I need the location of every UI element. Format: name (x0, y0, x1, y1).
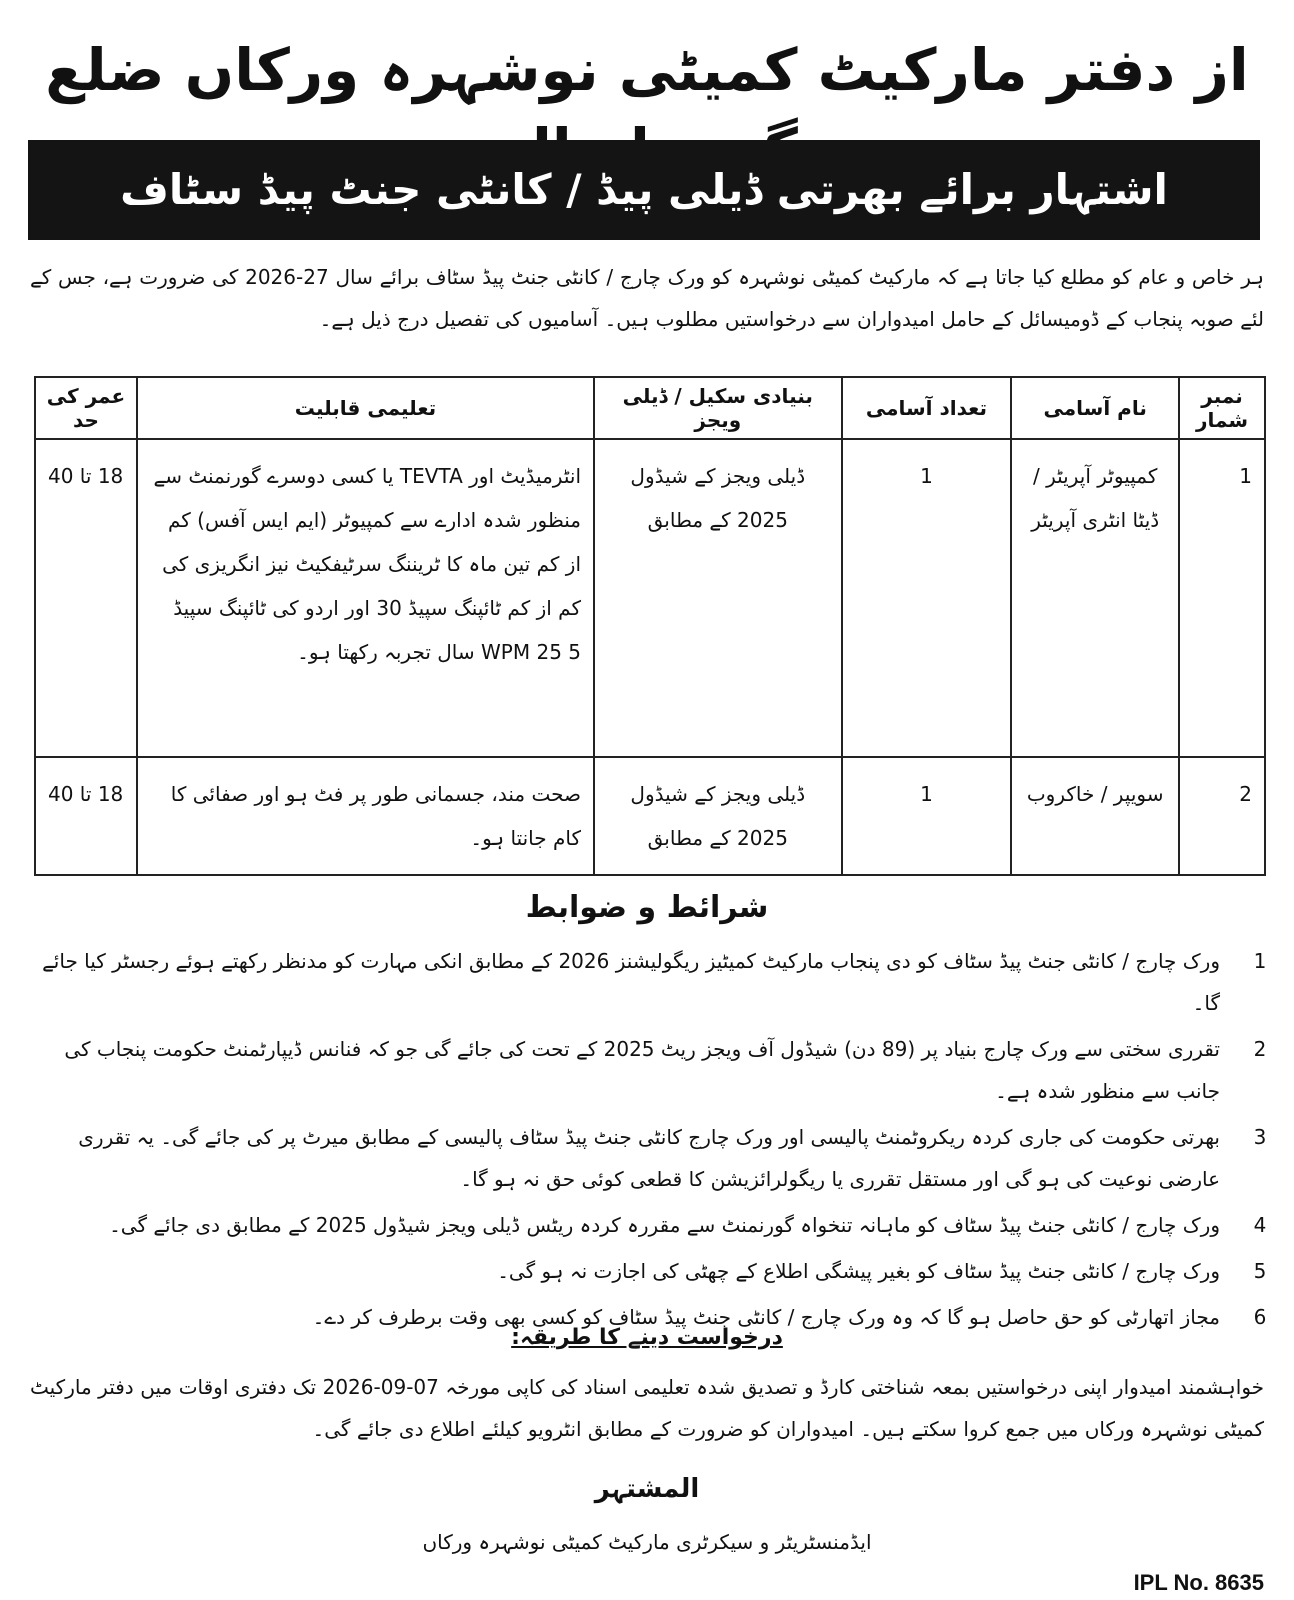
row-scale: ڈیلی ویجز کے شیڈول 2025 کے مطابق (594, 757, 842, 875)
row-post: سویپر / خاکروب (1011, 757, 1179, 875)
term-text: ورک چارج / کانٹی جنٹ پیڈ سٹاف کو ماہانہ تنخواہ گورنمنٹ سے مقررہ کردہ ریٹس ڈیلی ویجز شیڈول 2025 کے مطابق دی جائے گی۔ (109, 1213, 1220, 1237)
term-text: ورک چارج / کانٹی جنٹ پیڈ سٹاف کو دی پنجاب مارکیٹ کمیٹیز ریگولیشنز 2026 کے مطابق انکی مہارت کو مدنظر رکھتے ہوئے رجسٹر کیا جائے گا۔ (42, 949, 1220, 1015)
header-age: عمر کی حد (35, 377, 137, 439)
header-count: تعداد آسامی (842, 377, 1012, 439)
header-num: نمبر شمار (1179, 377, 1265, 439)
row-post: کمپیوٹر آپریٹر / ڈیٹا انٹری آپریٹر (1011, 439, 1179, 757)
term-text: مجاز اتھارٹی کو حق حاصل ہو گا کہ وہ ورک چارج / کانٹی جنٹ پیڈ سٹاف کو کسی بھی وقت برطرف کر دے۔ (312, 1305, 1220, 1329)
list-item (40, 1204, 1280, 1246)
apply-paragraph: خواہشمند امیدوار اپنی درخواستیں بمعہ شناختی کارڈ و تصدیق شدہ تعلیمی اسناد کی کاپی مورخہ 07-09-2026 تک دفتری اوقات میں دفتر مارکیٹ کمیٹی نوشہرہ ورکاں میں جمع کروا سکتے ہیں۔ امیدواران کو ضرورت کے مطابق انٹرویو کیلئے اطلاع دی جائے گی۔ (30, 1375, 1265, 1441)
list-item (40, 940, 1280, 1024)
term-number: 5 (1253, 1259, 1267, 1283)
row-age: 18 تا 40 (35, 439, 137, 757)
row-qualification: انٹرمیڈیٹ اور TEVTA یا کسی دوسرے گورنمنٹ سے منظور شدہ ادارے سے کمپیوٹر (ایم ایس آفس) کم از کم تین ماہ کا ٹریننگ سرٹیفکیٹ نیز انگریزی کی کم از کم ٹائپنگ سپیڈ 30 اور اردو کی ٹائپنگ سپیڈ WPM 25 5 سال تجربہ رکھتا ہو۔ (137, 439, 594, 757)
list-item (40, 1116, 1280, 1200)
table-header-row (35, 377, 1265, 439)
term-number: 1 (1253, 949, 1267, 973)
row-num: 2 (1179, 757, 1265, 875)
row-count: 1 (842, 439, 1012, 757)
header-qualification: تعلیمی قابلیت (137, 377, 594, 439)
row-count: 1 (842, 757, 1012, 875)
header-post: نام آسامی (1011, 377, 1179, 439)
recruitment-banner: اشتہار برائے بھرتی ڈیلی پیڈ / کانٹی جنٹ پیڈ سٹاف (28, 140, 1260, 240)
table-row (35, 757, 1265, 875)
table-row (35, 439, 1265, 757)
term-text: بھرتی حکومت کی جاری کردہ ریکروٹمنٹ پالیسی اور ورک چارج کانٹی جنٹ پیڈ سٹاف پالیسی کے مطابق میرٹ پر کی جائے گی۔ یہ تقرری عارضی نوعیت کی ہو گی اور مستقل تقرری یا ریگولرائزیشن کا قطعی کوئی حق نہ ہو گا۔ (78, 1125, 1220, 1191)
terms-heading: شرائط و ضوابط (525, 890, 769, 925)
header-scale: بنیادی سکیل / ڈیلی ویجز (594, 377, 842, 439)
apply-heading: درخواست دینے کا طریقہ: (511, 1325, 783, 1350)
terms-list (40, 940, 1280, 1342)
term-number: 3 (1253, 1125, 1267, 1149)
row-scale: ڈیلی ویجز کے شیڈول 2025 کے مطابق (594, 439, 842, 757)
ipl-number: IPL No. 8635 (1133, 1570, 1264, 1595)
vacancies-table (34, 376, 1266, 876)
term-text: ورک چارج / کانٹی جنٹ پیڈ سٹاف کو بغیر پیشگی اطلاع کے چھٹی کی اجازت نہ ہو گی۔ (497, 1259, 1220, 1283)
list-item (40, 1028, 1280, 1112)
term-number: 6 (1253, 1305, 1267, 1329)
advertiser-title: المشتہر (594, 1474, 700, 1504)
advertiser-name: ایڈمنسٹریٹر و سیکرٹری مارکیٹ کمیٹی نوشہرہ ورکاں (422, 1530, 872, 1554)
term-number: 2 (1253, 1037, 1267, 1061)
page-title: از دفتر مارکیٹ کمیٹی نوشہرہ ورکاں ضلع (45, 36, 1249, 104)
term-number: 4 (1253, 1213, 1267, 1237)
term-text: تقرری سختی سے ورک چارج بنیاد پر (89 دن) شیڈول آف ویجز ریٹ 2025 کے تحت کی جائے گی جو کہ فنانس ڈیپارٹمنٹ حکومت پنجاب کی جانب سے منظور شدہ ہے۔ (64, 1037, 1220, 1103)
row-age: 18 تا 40 (35, 757, 137, 875)
row-qualification: صحت مند، جسمانی طور پر فٹ ہو اور صفائی کا کام جانتا ہو۔ (137, 757, 594, 875)
intro-paragraph: ہر خاص و عام کو مطلع کیا جاتا ہے کہ مارکیٹ کمیٹی نوشہرہ کو ورک چارج / کانٹی جنٹ پیڈ سٹاف برائے سال 27-2026 کی ضرورت ہے، جس کے لئے صوبہ پنجاب کے ڈومیسائل کے حامل امیدواران سے درخواستیں مطلوب ہیں۔ آسامیوں کی تفصیل درج ذیل ہے۔ (30, 265, 1265, 331)
row-num: 1 (1179, 439, 1265, 757)
list-item (40, 1250, 1280, 1292)
